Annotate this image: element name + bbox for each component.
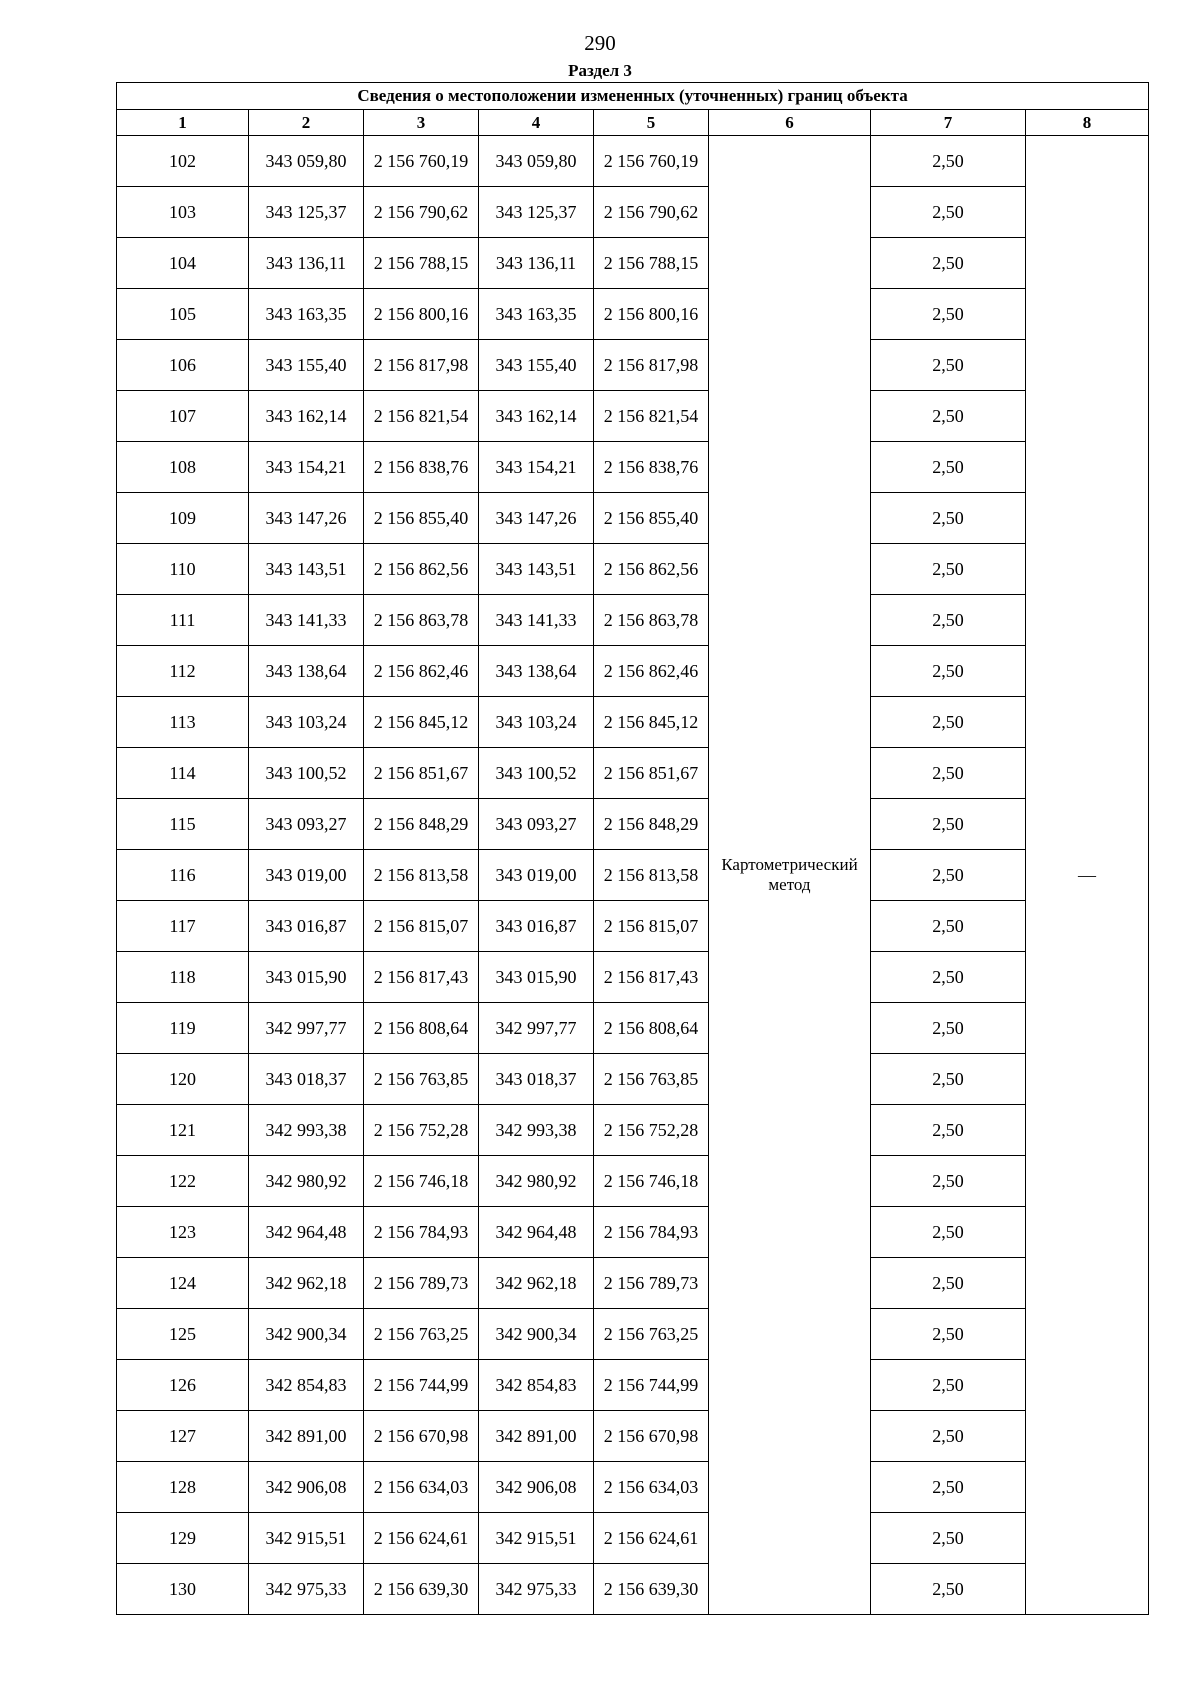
x-coordinate-old-cell: 343 141,33 [249, 595, 364, 646]
point-number-cell: 129 [117, 1513, 249, 1564]
x-coordinate-new-cell: 343 016,87 [479, 901, 594, 952]
y-coordinate-old-cell: 2 156 624,61 [364, 1513, 479, 1564]
y-coordinate-old-cell: 2 156 863,78 [364, 595, 479, 646]
x-coordinate-new-cell: 343 100,52 [479, 748, 594, 799]
y-coordinate-old-cell: 2 156 821,54 [364, 391, 479, 442]
y-coordinate-new-cell: 2 156 838,76 [594, 442, 709, 493]
accuracy-cell: 2,50 [871, 1564, 1026, 1615]
y-coordinate-new-cell: 2 156 788,15 [594, 238, 709, 289]
accuracy-cell: 2,50 [871, 238, 1026, 289]
table-row [117, 850, 1149, 901]
accuracy-cell: 2,50 [871, 1003, 1026, 1054]
x-coordinate-new-cell: 343 147,26 [479, 493, 594, 544]
table-row [117, 340, 1149, 391]
table-row [117, 1003, 1149, 1054]
accuracy-cell: 2,50 [871, 1054, 1026, 1105]
point-number-cell: 128 [117, 1462, 249, 1513]
x-coordinate-old-cell: 342 980,92 [249, 1156, 364, 1207]
point-number-cell: 107 [117, 391, 249, 442]
x-coordinate-new-cell: 343 059,80 [479, 136, 594, 187]
x-coordinate-new-cell: 343 141,33 [479, 595, 594, 646]
point-number-cell: 120 [117, 1054, 249, 1105]
accuracy-cell: 2,50 [871, 493, 1026, 544]
column-number: 3 [364, 110, 479, 136]
table-row [117, 697, 1149, 748]
x-coordinate-old-cell: 343 015,90 [249, 952, 364, 1003]
y-coordinate-new-cell: 2 156 862,56 [594, 544, 709, 595]
x-coordinate-new-cell: 343 018,37 [479, 1054, 594, 1105]
x-coordinate-old-cell: 342 906,08 [249, 1462, 364, 1513]
accuracy-cell: 2,50 [871, 136, 1026, 187]
y-coordinate-new-cell: 2 156 813,58 [594, 850, 709, 901]
y-coordinate-old-cell: 2 156 784,93 [364, 1207, 479, 1258]
x-coordinate-new-cell: 342 915,51 [479, 1513, 594, 1564]
y-coordinate-old-cell: 2 156 789,73 [364, 1258, 479, 1309]
table-row [117, 748, 1149, 799]
point-number-cell: 112 [117, 646, 249, 697]
accuracy-cell: 2,50 [871, 850, 1026, 901]
table-row [117, 1258, 1149, 1309]
point-number-cell: 117 [117, 901, 249, 952]
column-number: 4 [479, 110, 594, 136]
y-coordinate-new-cell: 2 156 863,78 [594, 595, 709, 646]
x-coordinate-old-cell: 342 964,48 [249, 1207, 364, 1258]
accuracy-cell: 2,50 [871, 1513, 1026, 1564]
y-coordinate-old-cell: 2 156 790,62 [364, 187, 479, 238]
accuracy-cell: 2,50 [871, 544, 1026, 595]
accuracy-cell: 2,50 [871, 595, 1026, 646]
accuracy-cell: 2,50 [871, 391, 1026, 442]
accuracy-cell: 2,50 [871, 1207, 1026, 1258]
y-coordinate-new-cell: 2 156 763,85 [594, 1054, 709, 1105]
x-coordinate-new-cell: 342 891,00 [479, 1411, 594, 1462]
accuracy-cell: 2,50 [871, 1309, 1026, 1360]
point-number-cell: 115 [117, 799, 249, 850]
y-coordinate-new-cell: 2 156 851,67 [594, 748, 709, 799]
accuracy-cell: 2,50 [871, 646, 1026, 697]
x-coordinate-new-cell: 343 103,24 [479, 697, 594, 748]
point-number-cell: 104 [117, 238, 249, 289]
y-coordinate-old-cell: 2 156 670,98 [364, 1411, 479, 1462]
table-row [117, 1054, 1149, 1105]
x-coordinate-new-cell: 342 962,18 [479, 1258, 594, 1309]
x-coordinate-new-cell: 343 136,11 [479, 238, 594, 289]
x-coordinate-old-cell: 342 997,77 [249, 1003, 364, 1054]
table-row [117, 1564, 1149, 1615]
x-coordinate-new-cell: 342 900,34 [479, 1309, 594, 1360]
accuracy-cell: 2,50 [871, 1462, 1026, 1513]
accuracy-cell: 2,50 [871, 187, 1026, 238]
y-coordinate-new-cell: 2 156 800,16 [594, 289, 709, 340]
table-row [117, 1360, 1149, 1411]
x-coordinate-new-cell: 342 997,77 [479, 1003, 594, 1054]
y-coordinate-old-cell: 2 156 760,19 [364, 136, 479, 187]
accuracy-cell: 2,50 [871, 748, 1026, 799]
point-number-cell: 123 [117, 1207, 249, 1258]
table-row [117, 1411, 1149, 1462]
point-number-cell: 116 [117, 850, 249, 901]
table-row [117, 799, 1149, 850]
table-row [117, 238, 1149, 289]
y-coordinate-old-cell: 2 156 808,64 [364, 1003, 479, 1054]
y-coordinate-old-cell: 2 156 813,58 [364, 850, 479, 901]
point-number-cell: 108 [117, 442, 249, 493]
x-coordinate-old-cell: 343 093,27 [249, 799, 364, 850]
y-coordinate-old-cell: 2 156 817,98 [364, 340, 479, 391]
table-row [117, 1156, 1149, 1207]
y-coordinate-new-cell: 2 156 815,07 [594, 901, 709, 952]
y-coordinate-new-cell: 2 156 855,40 [594, 493, 709, 544]
point-number-cell: 125 [117, 1309, 249, 1360]
page-number: 290 [584, 31, 616, 55]
x-coordinate-old-cell: 343 016,87 [249, 901, 364, 952]
table-row [117, 391, 1149, 442]
x-coordinate-new-cell: 342 906,08 [479, 1462, 594, 1513]
accuracy-cell: 2,50 [871, 1360, 1026, 1411]
x-coordinate-old-cell: 343 162,14 [249, 391, 364, 442]
column-number: 1 [117, 110, 249, 136]
y-coordinate-new-cell: 2 156 784,93 [594, 1207, 709, 1258]
table-row [117, 289, 1149, 340]
table-row [117, 595, 1149, 646]
y-coordinate-new-cell: 2 156 817,43 [594, 952, 709, 1003]
table-row [117, 187, 1149, 238]
x-coordinate-new-cell: 342 980,92 [479, 1156, 594, 1207]
note-cell: — [1026, 136, 1149, 1615]
y-coordinate-new-cell: 2 156 790,62 [594, 187, 709, 238]
table-row [117, 1105, 1149, 1156]
x-coordinate-new-cell: 342 975,33 [479, 1564, 594, 1615]
table-row [117, 952, 1149, 1003]
point-number-cell: 109 [117, 493, 249, 544]
point-number-cell: 111 [117, 595, 249, 646]
accuracy-cell: 2,50 [871, 289, 1026, 340]
column-number: 5 [594, 110, 709, 136]
y-coordinate-old-cell: 2 156 817,43 [364, 952, 479, 1003]
y-coordinate-old-cell: 2 156 634,03 [364, 1462, 479, 1513]
point-number-cell: 102 [117, 136, 249, 187]
x-coordinate-old-cell: 343 143,51 [249, 544, 364, 595]
accuracy-cell: 2,50 [871, 1258, 1026, 1309]
y-coordinate-new-cell: 2 156 848,29 [594, 799, 709, 850]
point-number-cell: 130 [117, 1564, 249, 1615]
accuracy-cell: 2,50 [871, 697, 1026, 748]
x-coordinate-new-cell: 342 854,83 [479, 1360, 594, 1411]
point-number-cell: 118 [117, 952, 249, 1003]
point-number-cell: 113 [117, 697, 249, 748]
x-coordinate-old-cell: 343 147,26 [249, 493, 364, 544]
table-caption: Сведения о местоположении измененных (уточненных) границ объекта [117, 83, 1149, 110]
table-caption-row [117, 83, 1149, 110]
y-coordinate-new-cell: 2 156 760,19 [594, 136, 709, 187]
accuracy-cell: 2,50 [871, 1411, 1026, 1462]
y-coordinate-new-cell: 2 156 634,03 [594, 1462, 709, 1513]
column-number-row [117, 110, 1149, 136]
table-row [117, 901, 1149, 952]
column-number: 7 [871, 110, 1026, 136]
y-coordinate-new-cell: 2 156 639,30 [594, 1564, 709, 1615]
table-row [117, 136, 1149, 187]
x-coordinate-old-cell: 343 018,37 [249, 1054, 364, 1105]
x-coordinate-new-cell: 342 993,38 [479, 1105, 594, 1156]
y-coordinate-new-cell: 2 156 744,99 [594, 1360, 709, 1411]
x-coordinate-new-cell: 343 093,27 [479, 799, 594, 850]
point-number-cell: 126 [117, 1360, 249, 1411]
y-coordinate-old-cell: 2 156 845,12 [364, 697, 479, 748]
x-coordinate-old-cell: 343 138,64 [249, 646, 364, 697]
accuracy-cell: 2,50 [871, 340, 1026, 391]
column-number: 6 [709, 110, 871, 136]
x-coordinate-old-cell: 342 993,38 [249, 1105, 364, 1156]
column-number: 2 [249, 110, 364, 136]
y-coordinate-new-cell: 2 156 808,64 [594, 1003, 709, 1054]
y-coordinate-old-cell: 2 156 838,76 [364, 442, 479, 493]
y-coordinate-new-cell: 2 156 752,28 [594, 1105, 709, 1156]
x-coordinate-new-cell: 343 125,37 [479, 187, 594, 238]
point-number-cell: 114 [117, 748, 249, 799]
y-coordinate-old-cell: 2 156 851,67 [364, 748, 479, 799]
y-coordinate-new-cell: 2 156 817,98 [594, 340, 709, 391]
table-row [117, 544, 1149, 595]
x-coordinate-old-cell: 342 962,18 [249, 1258, 364, 1309]
point-number-cell: 110 [117, 544, 249, 595]
x-coordinate-old-cell: 342 854,83 [249, 1360, 364, 1411]
x-coordinate-old-cell: 343 100,52 [249, 748, 364, 799]
x-coordinate-new-cell: 343 019,00 [479, 850, 594, 901]
table-row [117, 442, 1149, 493]
y-coordinate-new-cell: 2 156 670,98 [594, 1411, 709, 1462]
x-coordinate-old-cell: 343 059,80 [249, 136, 364, 187]
accuracy-cell: 2,50 [871, 901, 1026, 952]
x-coordinate-old-cell: 342 900,34 [249, 1309, 364, 1360]
accuracy-cell: 2,50 [871, 442, 1026, 493]
table-row [117, 1462, 1149, 1513]
y-coordinate-new-cell: 2 156 746,18 [594, 1156, 709, 1207]
y-coordinate-new-cell: 2 156 624,61 [594, 1513, 709, 1564]
x-coordinate-old-cell: 343 136,11 [249, 238, 364, 289]
table-row [117, 646, 1149, 697]
x-coordinate-old-cell: 342 975,33 [249, 1564, 364, 1615]
x-coordinate-new-cell: 343 138,64 [479, 646, 594, 697]
point-number-cell: 121 [117, 1105, 249, 1156]
table-row [117, 1207, 1149, 1258]
y-coordinate-old-cell: 2 156 744,99 [364, 1360, 479, 1411]
y-coordinate-new-cell: 2 156 862,46 [594, 646, 709, 697]
y-coordinate-old-cell: 2 156 763,85 [364, 1054, 479, 1105]
y-coordinate-old-cell: 2 156 848,29 [364, 799, 479, 850]
y-coordinate-old-cell: 2 156 815,07 [364, 901, 479, 952]
x-coordinate-new-cell: 342 964,48 [479, 1207, 594, 1258]
table-row [117, 1513, 1149, 1564]
table-row [117, 493, 1149, 544]
y-coordinate-new-cell: 2 156 821,54 [594, 391, 709, 442]
accuracy-cell: 2,50 [871, 799, 1026, 850]
x-coordinate-old-cell: 343 155,40 [249, 340, 364, 391]
accuracy-cell: 2,50 [871, 1105, 1026, 1156]
accuracy-cell: 2,50 [871, 952, 1026, 1003]
x-coordinate-old-cell: 343 125,37 [249, 187, 364, 238]
point-number-cell: 124 [117, 1258, 249, 1309]
table-row [117, 1309, 1149, 1360]
y-coordinate-new-cell: 2 156 789,73 [594, 1258, 709, 1309]
y-coordinate-old-cell: 2 156 862,56 [364, 544, 479, 595]
x-coordinate-new-cell: 343 155,40 [479, 340, 594, 391]
y-coordinate-old-cell: 2 156 788,15 [364, 238, 479, 289]
point-number-cell: 122 [117, 1156, 249, 1207]
y-coordinate-old-cell: 2 156 800,16 [364, 289, 479, 340]
boundary-coordinates-table [116, 82, 1149, 1615]
section-title: Раздел 3 [568, 61, 632, 80]
x-coordinate-old-cell: 343 154,21 [249, 442, 364, 493]
point-number-cell: 106 [117, 340, 249, 391]
y-coordinate-old-cell: 2 156 752,28 [364, 1105, 479, 1156]
y-coordinate-new-cell: 2 156 763,25 [594, 1309, 709, 1360]
x-coordinate-old-cell: 343 019,00 [249, 850, 364, 901]
x-coordinate-new-cell: 343 143,51 [479, 544, 594, 595]
point-number-cell: 105 [117, 289, 249, 340]
y-coordinate-old-cell: 2 156 639,30 [364, 1564, 479, 1615]
x-coordinate-new-cell: 343 163,35 [479, 289, 594, 340]
x-coordinate-old-cell: 342 891,00 [249, 1411, 364, 1462]
x-coordinate-old-cell: 343 163,35 [249, 289, 364, 340]
x-coordinate-new-cell: 343 154,21 [479, 442, 594, 493]
point-number-cell: 103 [117, 187, 249, 238]
accuracy-cell: 2,50 [871, 1156, 1026, 1207]
column-number: 8 [1026, 110, 1149, 136]
x-coordinate-new-cell: 343 015,90 [479, 952, 594, 1003]
y-coordinate-old-cell: 2 156 763,25 [364, 1309, 479, 1360]
y-coordinate-old-cell: 2 156 746,18 [364, 1156, 479, 1207]
method-cell: Картометрический метод [709, 136, 871, 1615]
x-coordinate-old-cell: 343 103,24 [249, 697, 364, 748]
point-number-cell: 119 [117, 1003, 249, 1054]
x-coordinate-old-cell: 342 915,51 [249, 1513, 364, 1564]
y-coordinate-old-cell: 2 156 855,40 [364, 493, 479, 544]
y-coordinate-old-cell: 2 156 862,46 [364, 646, 479, 697]
point-number-cell: 127 [117, 1411, 249, 1462]
y-coordinate-new-cell: 2 156 845,12 [594, 697, 709, 748]
x-coordinate-new-cell: 343 162,14 [479, 391, 594, 442]
